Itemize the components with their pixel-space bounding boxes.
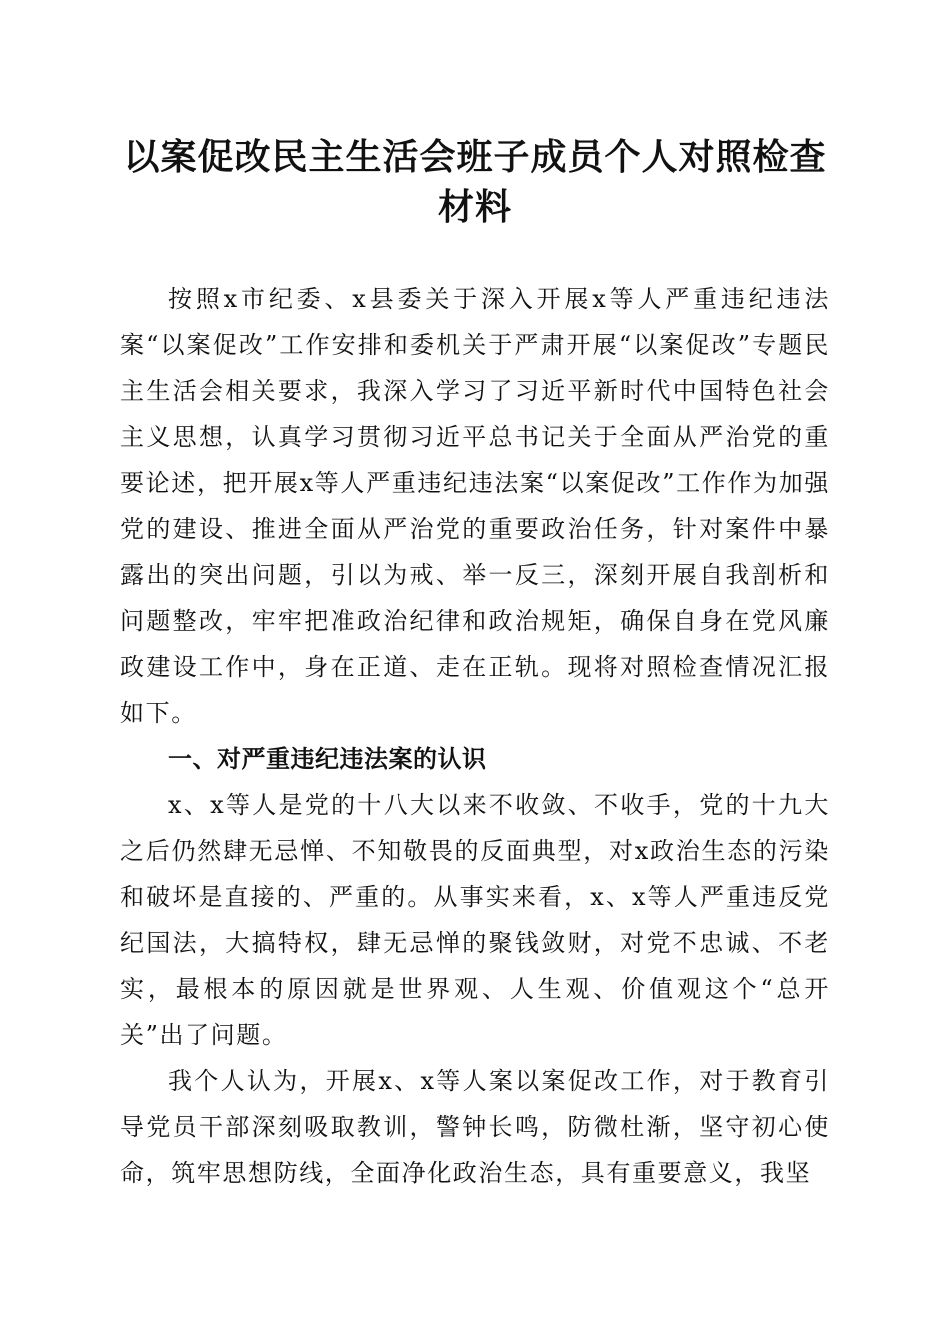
section-paragraph: 我个人认为，开展x、x等人案以案促改工作，对于教育引导党员干部深刻吸取教训，警钟长鸣，防微杜渐，坚守初心使命，筑牢思想防线，全面净化政治生态，具有重要意义，我坚 [120, 1067, 830, 1187]
intro-paragraph: 按照x市纪委、x县委关于深入开展x等人严重违纪违法案“以案促改”工作安排和委机关于严肃开展“以案促改”专题民主生活会相关要求，我深入学习了习近平新时代中国特色社会主义思想，认真学习贯彻习近平总书记关于全面从严治党的重要论述，把开展x等人严重违纪违法案“以案促改”工作作为加强党的建设、推进全面从严治党的重要政治任务，针对案件中暴露出的突出问题，引以为戒、举一反三，深刻开展自我剖析和问题整改，牢牢把准政治纪律和政治规矩，确保自身在党风廉政建设工作中，身在正道、走在正轨。现将对照检查情况汇报如下。 [120, 285, 830, 727]
document-body [120, 276, 830, 1196]
document-title: 以案促改民主生活会班子成员个人对照检查材料 [123, 136, 827, 228]
section-heading: 一、对严重违纪违法案的认识 [168, 745, 487, 773]
section-paragraph: x、x等人是党的十八大以来不收敛、不收手，党的十九大之后仍然肆无忌惮、不知敬畏的反面典型，对x政治生态的污染和破坏是直接的、严重的。从事实来看，x、x等人严重违反党纪国法，大搞特权，肆无忌惮的聚钱敛财，对党不忠诚、不老实，最根本的原因就是世界观、人生观、价值观这个“总开关”出了问题。 [120, 791, 830, 1049]
